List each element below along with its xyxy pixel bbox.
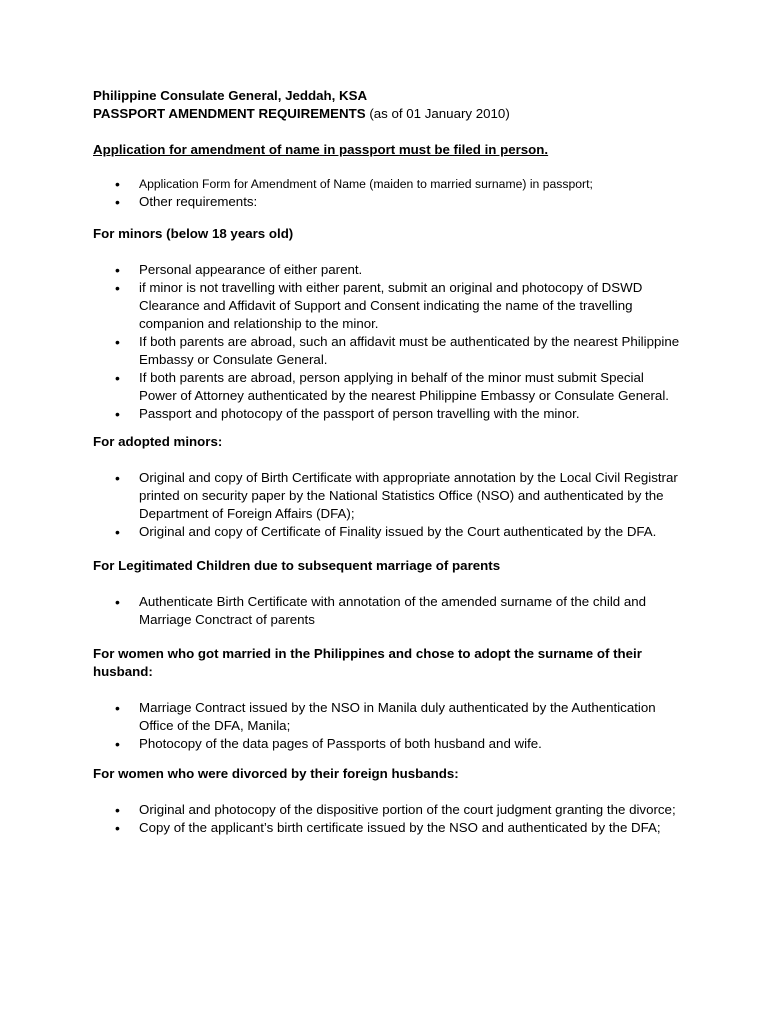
list-item: • Original and photocopy of the dispositive portion of the court judgment granting the divorce; [93, 801, 683, 819]
list-item: • Application Form for Amendment of Name (maiden to married surname) in passport; [93, 175, 683, 193]
list-item: • If both parents are abroad, such an affidavit must be authenticated by the nearest Philippine Embassy or Consulate General. [93, 333, 683, 369]
legitimated-list [93, 593, 683, 629]
list-item: • if minor is not travelling with either parent, submit an original and photocopy of DSWD Clearance and Affidavit of Support and Consent indicating the name of the travelling companion and relationship to the minor. [93, 279, 683, 333]
section-title-married-women: For women who got married in the Philippines and chose to adopt the surname of their husband: [93, 646, 642, 679]
list-item: • Original and copy of Birth Certificate with appropriate annotation by the Local Civil Registrar printed on security paper by the National Statistics Office (NSO) and authenticated by the Department of Foreign Affairs (DFA); [93, 469, 683, 523]
list-item: • If both parents are abroad, person applying in behalf of the minor must submit Special Power of Attorney authenticated by the nearest Philippine Embassy or Consulate General. [93, 369, 683, 405]
document-page [93, 87, 683, 837]
list-item: • Photocopy of the data pages of Passports of both husband and wife. [93, 735, 683, 753]
title-text: PASSPORT AMENDMENT REQUIREMENTS [93, 106, 366, 121]
list-item: • Passport and photocopy of the passport of person travelling with the minor. [93, 405, 683, 423]
document-title [93, 105, 683, 123]
section-title-legitimated: For Legitimated Children due to subsequent marriage of parents [93, 558, 501, 573]
consulate-heading: Philippine Consulate General, Jeddah, KSA [93, 88, 368, 103]
list-item: • Personal appearance of either parent. [93, 261, 683, 279]
in-person-notice: Application for amendment of name in passport must be filed in person. [93, 142, 549, 157]
as-of-date: (as of 01 January 2010) [369, 106, 510, 121]
section-title-divorced-women: For women who were divorced by their foreign husbands: [93, 766, 459, 781]
adopted-list [93, 469, 683, 541]
intro-list [93, 175, 683, 211]
list-item: • Other requirements: [93, 193, 683, 211]
list-item: • Marriage Contract issued by the NSO in Manila duly authenticated by the Authentication Office of the DFA, Manila; [93, 699, 683, 735]
minors-list [93, 261, 683, 423]
divorced-women-list [93, 801, 683, 837]
list-item: • Copy of the applicant’s birth certificate issued by the NSO and authenticated by the DFA; [93, 819, 683, 837]
married-women-list [93, 699, 683, 753]
list-item: • Authenticate Birth Certificate with annotation of the amended surname of the child and Marriage Conctract of parents [93, 593, 683, 629]
section-title-minors: For minors (below 18 years old) [93, 226, 294, 241]
list-item: • Original and copy of Certificate of Finality issued by the Court authenticated by the DFA. [93, 523, 683, 541]
section-title-adopted: For adopted minors: [93, 434, 223, 449]
